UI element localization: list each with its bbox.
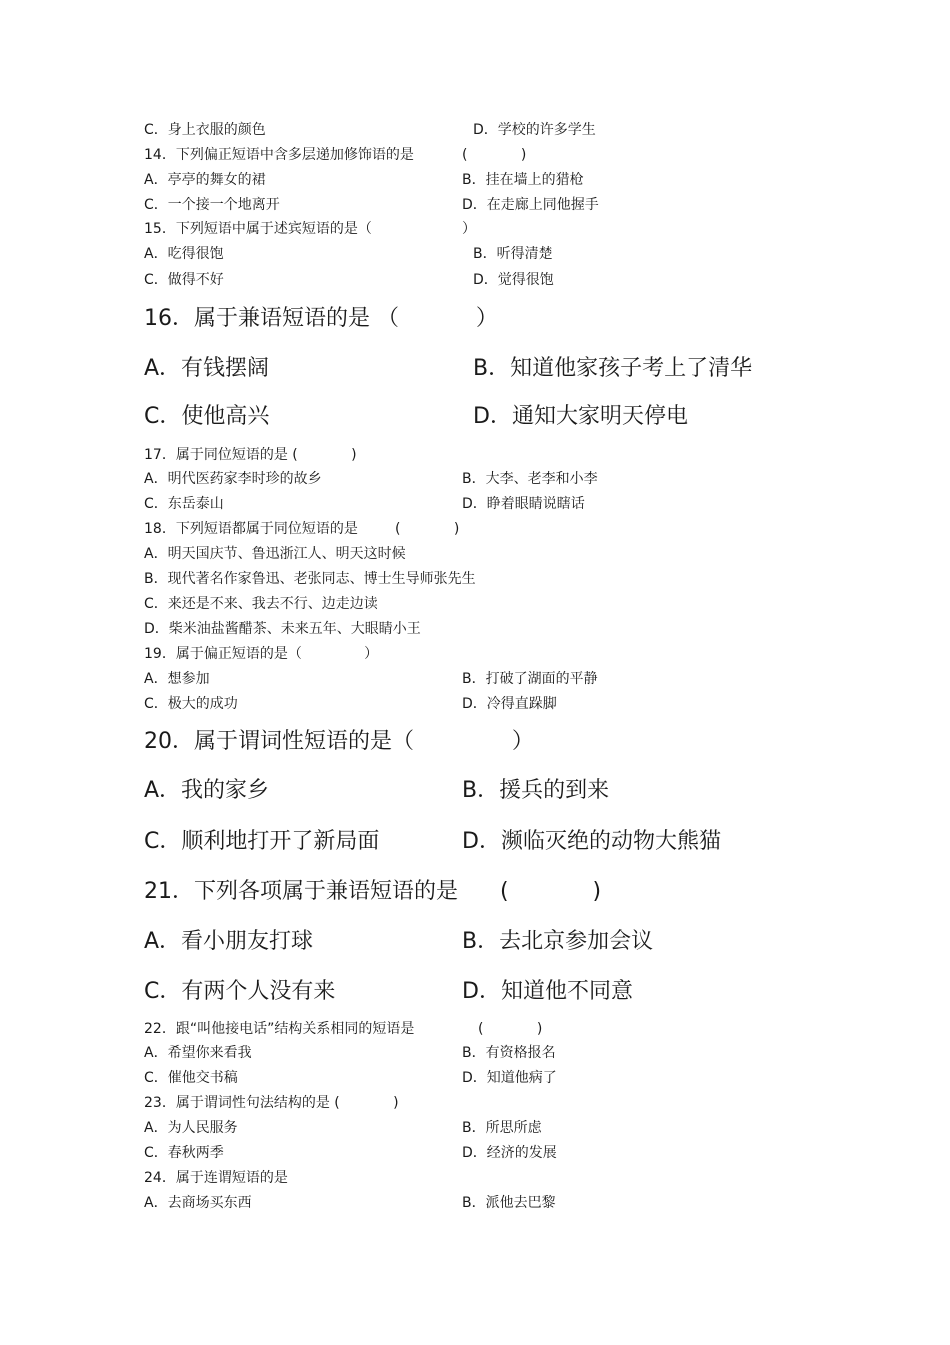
option-22a: A．希望你来看我 [144,1045,252,1061]
option-23a: A．为人民服务 [144,1120,238,1136]
option-22c: C．催他交书稿 [144,1070,238,1086]
option-15c: C．做得不好 [144,272,224,288]
option-17c: C．东岳泰山 [144,496,224,512]
option-20d: D．濒临灭绝的动物大熊猫 [462,829,721,854]
option-16d: D．通知大家明天停电 [473,404,688,429]
option-23c: C．春秋两季 [144,1145,224,1161]
option-18d: D．柴米油盐酱醋茶、未来五年、大眼睛小王 [144,621,421,637]
answer-blank-21: ( ) [500,879,602,904]
option-18c: C．来还是不来、我去不行、边走边读 [144,596,378,612]
option-17b: B．大李、老李和小李 [462,471,598,487]
option-20a: A．我的家乡 [144,778,270,803]
question-14: 14．下列偏正短语中含多层递加修饰语的是 [144,147,414,163]
option-15a: A．吃得很饱 [144,246,224,262]
option-24b: B．派他去巴黎 [462,1195,556,1211]
option-14d: D．在走廊上同他握手 [462,197,599,213]
option-14c: C．一个接一个地离开 [144,197,280,213]
question-17: 17．属于同位短语的是 ( ) [144,447,357,463]
option-21c: C．有两个人没有来 [144,979,336,1004]
option-18b: B．现代著名作家鲁迅、老张同志、博士生导师张先生 [144,571,476,587]
option-17d: D．睁着眼睛说瞎话 [462,496,585,512]
question-20: 20．属于谓词性短语的是（ ） [144,729,534,754]
option-16b: B．知道他家孩子考上了清华 [473,356,753,381]
option-13c: C．身上衣服的颜色 [144,122,266,138]
option-19b: B．打破了湖面的平静 [462,671,598,687]
option-16a: A．有钱摆阔 [144,356,270,381]
option-15b: B．听得清楚 [473,246,553,262]
option-22b: B．有资格报名 [462,1045,556,1061]
answer-blank-15: ） [462,221,476,237]
option-15d: D．觉得很饱 [473,272,554,288]
question-23: 23．属于谓词性句法结构的是 ( ) [144,1095,399,1111]
answer-blank-18: ( ) [395,521,460,537]
option-21d: D．知道他不同意 [462,979,633,1004]
question-24: 24．属于连谓短语的是 [144,1170,288,1186]
option-22d: D．知道他病了 [462,1070,557,1086]
option-23b: B．所思所虑 [462,1120,542,1136]
option-13d: D．学校的许多学生 [473,122,596,138]
option-20b: B．援兵的到来 [462,778,610,803]
option-14a: A．亭亭的舞女的裙 [144,172,266,188]
question-22: 22．跟“叫他接电话”结构关系相同的短语是 [144,1021,415,1037]
option-23d: D．经济的发展 [462,1145,557,1161]
option-17a: A．明代医药家李时珍的故乡 [144,471,322,487]
option-16c: C．使他高兴 [144,404,270,429]
question-21: 21．下列各项属于兼语短语的是 [144,879,458,904]
option-24a: A．去商场买东西 [144,1195,252,1211]
option-21b: B．去北京参加会议 [462,929,654,954]
question-18: 18．下列短语都属于同位短语的是 [144,521,358,537]
question-15: 15．下列短语中属于述宾短语的是（ [144,221,372,237]
option-18a: A．明天国庆节、鲁迅浙江人、明天这时候 [144,546,406,562]
answer-blank-22: ( ) [478,1021,543,1037]
question-19: 19．属于偏正短语的是（ ） [144,646,379,662]
option-19c: C．极大的成功 [144,696,238,712]
question-16: 16．属于兼语短语的是 （ ） [144,306,498,331]
option-21a: A．看小朋友打球 [144,929,314,954]
option-19a: A．想参加 [144,671,210,687]
answer-blank-14: ( ) [462,147,527,163]
option-19d: D．冷得直跺脚 [462,696,557,712]
option-14b: B．挂在墙上的猎枪 [462,172,584,188]
option-20c: C．顺利地打开了新局面 [144,829,380,854]
